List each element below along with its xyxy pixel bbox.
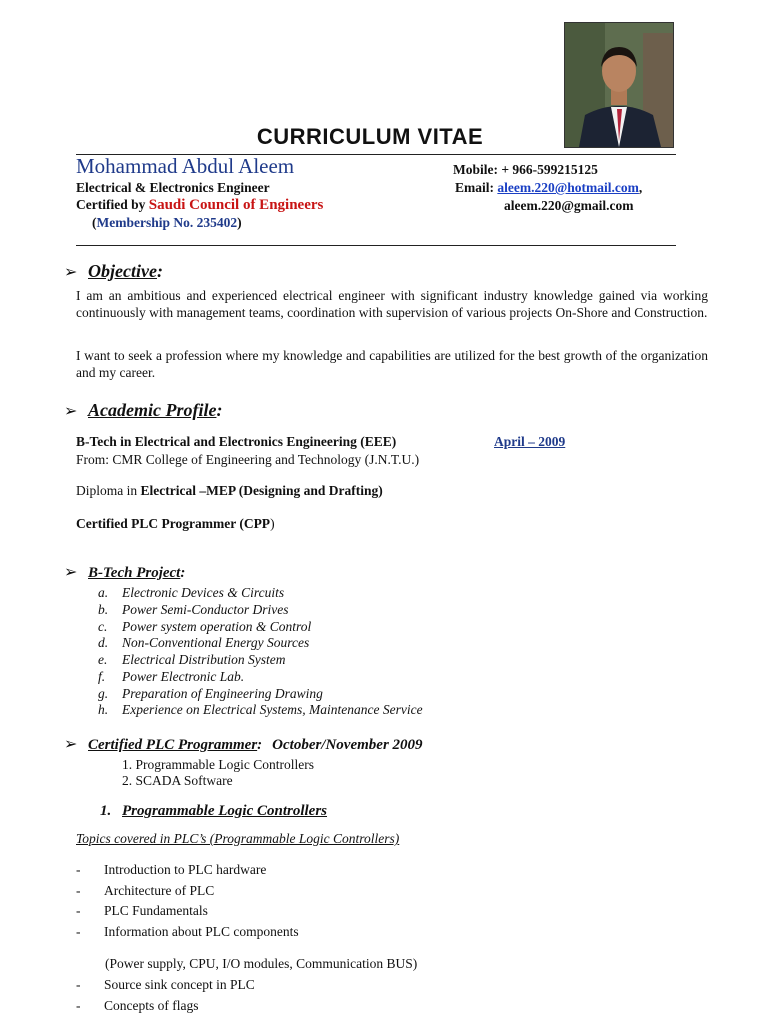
plc-list-item-2: 2. SCADA Software — [122, 773, 233, 788]
plc-date: October/November 2009 — [272, 737, 423, 753]
dash-bullet: - — [76, 882, 81, 898]
certification-line — [76, 197, 323, 214]
email-comma: , — [638, 180, 643, 195]
list-letter: a. — [98, 585, 109, 600]
list-item — [76, 860, 299, 881]
degree: B-Tech in Electrical and Electronics Engineering (EEE) — [76, 434, 397, 449]
topics-caption: Topics covered in PLC’s (Programmable Logic Controllers) — [76, 831, 400, 846]
cpp-paren: ) — [270, 516, 275, 531]
list-text: Electrical Distribution System — [122, 652, 286, 667]
academic-heading — [64, 400, 222, 421]
btech-project-heading — [64, 562, 185, 582]
list-letter: c. — [98, 618, 108, 634]
topic-text: Concepts of flags — [104, 997, 199, 1013]
list-letter: e. — [98, 652, 108, 667]
list-item — [76, 922, 299, 943]
objective-heading — [64, 261, 163, 282]
cpp-certification — [76, 516, 275, 532]
btech-project-colon: : — [180, 565, 186, 581]
plc-subheading-title: Programmable Logic Controllers — [122, 803, 328, 819]
arrow-bullet-icon: ➢ — [64, 736, 78, 753]
list-item — [76, 881, 299, 902]
certification-prefix: Certified by — [76, 197, 149, 212]
arrow-bullet-icon: ➢ — [64, 403, 78, 420]
plc-subheading-number: 1. — [100, 803, 112, 819]
list-item — [98, 585, 423, 602]
profession: Electrical & Electronics Engineer — [76, 180, 270, 195]
plc-list-item-1: 1. Programmable Logic Controllers — [122, 757, 314, 772]
topic-text: Source sink concept in PLC — [104, 977, 255, 992]
list-text: Experience on Electrical Systems, Maintenance Service — [122, 702, 423, 718]
plc-heading — [64, 734, 423, 754]
topic-text: PLC Fundamentals — [104, 903, 208, 919]
arrow-bullet-icon: ➢ — [64, 264, 78, 281]
plc-colon: : — [257, 737, 263, 753]
topic-text: Architecture of PLC — [104, 882, 215, 898]
list-text: Power Electronic Lab. — [122, 668, 245, 684]
page-title: CURRICULUM VITAE — [256, 124, 484, 149]
list-letter: g. — [98, 685, 109, 701]
list-letter: f. — [98, 668, 106, 684]
list-letter: b. — [98, 601, 109, 617]
list-item — [76, 901, 299, 922]
arrow-bullet-icon: ➢ — [64, 564, 78, 581]
list-item — [98, 669, 423, 686]
plc-topics-list — [76, 860, 299, 943]
mobile-number: Mobile: + 966-599215125 — [453, 162, 598, 177]
cpp-title: Certified PLC Programmer (CPP — [76, 516, 271, 531]
objective-title: Objective — [88, 261, 157, 281]
components-note: (Power supply, CPU, I/O modules, Communication BUS) — [105, 956, 418, 971]
academic-colon: : — [216, 400, 223, 420]
dash-bullet: - — [76, 997, 81, 1013]
academic-title: Academic Profile — [88, 400, 217, 420]
plc-subheading — [100, 803, 327, 820]
plc-title: Certified PLC Programmer — [88, 737, 258, 753]
email-primary-link[interactable]: aleem.220@hotmail.com — [497, 180, 639, 195]
list-item — [76, 996, 255, 1017]
list-text: Preparation of Engineering Drawing — [122, 685, 323, 701]
list-item — [98, 652, 423, 669]
email-secondary: aleem.220@gmail.com — [504, 198, 634, 213]
dash-bullet: - — [76, 903, 81, 919]
list-item — [98, 686, 423, 703]
certification-body: Saudi Council of Engineers — [148, 197, 324, 213]
degree-date: April – 2009 — [494, 434, 566, 449]
list-letter: d. — [98, 635, 109, 651]
dash-bullet: - — [76, 924, 81, 940]
list-letter: h. — [98, 702, 109, 718]
btech-project-list — [98, 585, 423, 719]
plc-topics-list-more — [76, 975, 255, 1016]
membership-number: Membership No. 235402 — [96, 215, 238, 230]
list-item — [98, 702, 423, 719]
diploma-prefix: Diploma in — [76, 483, 141, 498]
college: From: CMR College of Engineering and Technology (J.N.T.U.) — [76, 452, 420, 467]
list-item — [98, 602, 423, 619]
objective-paragraph-1: I am an ambitious and experienced electrical engineer with significant industry knowledge gained via working continuously with management teams, coordination with supervision of various projects On-Shore and Construction. — [76, 288, 708, 320]
list-text: Non-Conventional Energy Sources — [122, 635, 310, 651]
topic-text: Information about PLC components — [104, 924, 299, 940]
email-label: Email: — [455, 180, 498, 195]
membership-paren-close: ) — [237, 215, 242, 230]
membership-paren-open: ( — [92, 215, 97, 230]
diploma-title: Electrical –MEP (Designing and Drafting) — [140, 483, 383, 498]
header-divider-bottom — [76, 245, 676, 246]
email-line — [455, 180, 642, 196]
membership-line — [92, 215, 242, 231]
topic-text: Introduction to PLC hardware — [104, 862, 267, 877]
objective-colon: : — [156, 261, 163, 281]
objective-paragraph-2: I want to seek a profession where my knowledge and capabilities are utilized for the best growth of the organization and my career. — [76, 348, 708, 380]
list-item — [98, 635, 423, 652]
list-item — [98, 619, 423, 636]
list-text: Electronic Devices & Circuits — [122, 585, 285, 600]
list-item — [76, 975, 255, 996]
list-text: Power system operation & Control — [122, 618, 312, 634]
dash-bullet: - — [76, 977, 81, 992]
list-text: Power Semi-Conductor Drives — [122, 601, 289, 617]
dash-bullet: - — [76, 862, 81, 877]
btech-project-title: B-Tech Project — [88, 565, 181, 581]
candidate-name: Mohammad Abdul Aleem — [76, 154, 295, 178]
diploma — [76, 483, 383, 499]
